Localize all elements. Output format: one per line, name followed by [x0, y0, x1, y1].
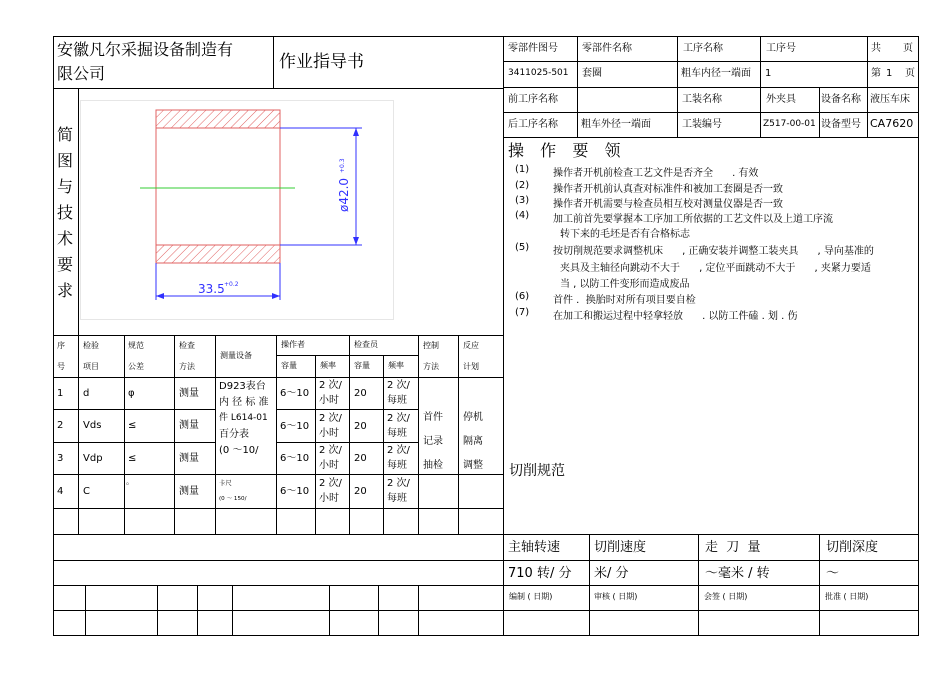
- col-reaction-header: 计划: [463, 362, 479, 371]
- length-tolerance: +0.2: [224, 281, 239, 288]
- row-in-frequency: 2 次/: [387, 413, 410, 424]
- doc-title: 作业指导书: [279, 52, 364, 72]
- page-unit-label: 页: [903, 43, 913, 54]
- row-op-capacity: 6～10: [280, 421, 310, 432]
- side-char: 与: [56, 177, 73, 196]
- signoff-edit: 编制 ( 日期): [509, 592, 553, 601]
- side-char: 求: [56, 281, 73, 300]
- row-item: Vds: [83, 420, 102, 431]
- row-seq: 3: [57, 453, 64, 464]
- op-capacity-header: 容量: [281, 361, 297, 370]
- row-spec: ≤: [128, 420, 137, 431]
- part-no-value: 3411025-501: [508, 68, 569, 78]
- total-pages-label: 共: [871, 43, 881, 54]
- op-frequency-header: 频率: [320, 361, 336, 370]
- divider: [276, 409, 418, 410]
- row-op-frequency: 2 次/: [319, 478, 342, 489]
- row-spec: ≤: [128, 453, 137, 464]
- side-char: 要: [56, 255, 73, 274]
- row-in-frequency: 每班: [387, 428, 407, 439]
- row-op-frequency: 2 次/: [319, 445, 342, 456]
- device-name-value: 液压车床: [870, 94, 910, 105]
- divider: [383, 355, 384, 534]
- device-name-label: 设备名称: [821, 94, 861, 105]
- row-in-capacity: 20: [354, 486, 367, 497]
- signoff-review: 审核 ( 日期): [594, 592, 638, 601]
- row-op-capacity: 6～10: [280, 453, 310, 464]
- row-item: C: [83, 486, 90, 497]
- row-in-capacity: 20: [354, 453, 367, 464]
- divider: [85, 585, 86, 636]
- divider: [53, 508, 503, 509]
- process-no-label: 工序号: [766, 43, 796, 54]
- cut-depth-value: ～: [826, 566, 840, 581]
- item-number: (1): [515, 164, 530, 175]
- col-item-header: 检验: [83, 341, 99, 350]
- row-item: Vdp: [83, 453, 103, 464]
- ext-fixture-label: 外夹具: [766, 94, 796, 105]
- col-operator-header: 操作者: [281, 340, 305, 349]
- equip-no-value: Z517-00-01: [763, 119, 816, 129]
- item-number: (7): [515, 307, 530, 318]
- page-number: 1: [886, 68, 893, 79]
- divider: [378, 585, 379, 636]
- col-control-header: 控制: [423, 341, 439, 350]
- feed-value: ～毫米 / 转: [705, 566, 770, 581]
- divider: [503, 87, 919, 88]
- col-inspector-header: 检查员: [354, 340, 378, 349]
- col-device-header: 测量设备: [220, 351, 252, 360]
- item-text: 转下来的毛坯是否有合格标志: [560, 229, 690, 240]
- row-op-frequency: 小时: [319, 493, 339, 504]
- col-spec-header: 规范: [128, 341, 144, 350]
- device-text-row4: 卡尺: [219, 479, 232, 487]
- row-op-frequency: 2 次/: [319, 380, 342, 391]
- device-model-value: CA7620: [870, 117, 914, 130]
- prev-process-label: 前工序名称: [508, 94, 558, 105]
- divider: [577, 36, 578, 137]
- divider: [458, 335, 459, 534]
- row-method: 测量: [179, 453, 199, 464]
- next-process-label: 后工序名称: [508, 119, 558, 130]
- divider: [174, 335, 175, 534]
- device-text-row4: (0 ～ 150/: [219, 495, 247, 502]
- row-op-frequency: 小时: [319, 460, 339, 471]
- divider: [677, 36, 678, 137]
- row-in-frequency: 每班: [387, 460, 407, 471]
- col-spec-header: 公差: [128, 362, 144, 371]
- process-name-value: 粗车内径一端面: [681, 68, 751, 79]
- diameter-tolerance: +0.3: [339, 158, 346, 173]
- side-label: [55, 122, 75, 304]
- divider: [53, 335, 503, 336]
- device-text: 件 L614-01: [219, 413, 268, 423]
- reaction-plan: 调整: [463, 460, 483, 471]
- row-op-frequency: 小时: [319, 395, 339, 406]
- page-suffix: 页: [905, 68, 915, 79]
- reaction-plan: 停机: [463, 412, 483, 423]
- cutting-speed-label: 切削速度: [594, 540, 647, 555]
- divider: [819, 87, 820, 137]
- item-number: (5): [515, 242, 530, 253]
- item-text: 操作者开机前认真查对标准件和被加工套圈是否一致: [553, 184, 783, 195]
- item-text: 操作者开机前检查工艺文件是否齐全 . 有效: [553, 168, 759, 179]
- equip-no-label: 工装编号: [682, 119, 722, 130]
- divider: [53, 474, 503, 475]
- row-method: 测量: [179, 420, 199, 431]
- control-method: 记录: [423, 436, 443, 447]
- row-in-capacity: 20: [354, 421, 367, 432]
- control-method: 首件: [423, 412, 443, 423]
- divider: [78, 88, 79, 335]
- side-char: 图: [56, 151, 73, 170]
- side-char: 技: [56, 203, 73, 222]
- feed-label: 走 刀 量: [705, 540, 761, 555]
- arrow-down: [353, 237, 359, 245]
- divider: [760, 36, 761, 137]
- item-number: (4): [515, 210, 530, 221]
- divider: [232, 585, 233, 636]
- divider: [276, 442, 418, 443]
- row-seq: 4: [57, 486, 64, 497]
- in-frequency-header: 频率: [388, 361, 404, 370]
- arrow-right: [272, 293, 280, 299]
- row-op-frequency: 小时: [319, 428, 339, 439]
- divider: [867, 36, 868, 87]
- company-name-line1: 安徽凡尔采掘设备制造有: [57, 40, 234, 59]
- divider: [503, 36, 504, 636]
- item-text: 按切削规范要求调整机床 , 正确安装并调整工装夹具 , 导向基准的: [553, 246, 874, 257]
- device-text: (0 ～10/: [219, 445, 259, 456]
- divider: [276, 355, 418, 356]
- spindle-speed-value: 710 转/ 分: [508, 566, 572, 581]
- side-char: 简: [56, 125, 73, 144]
- device-text: 内 径 标 准: [219, 397, 269, 408]
- col-control-header: 方法: [423, 362, 439, 371]
- row-method: 测量: [179, 486, 199, 497]
- row-in-frequency: 2 次/: [387, 380, 410, 391]
- divider: [78, 335, 79, 534]
- essentials-title: 操 作 要 领: [508, 141, 623, 160]
- hatch-top: [156, 110, 280, 128]
- next-process-value: 粗车外径一端面: [581, 119, 651, 130]
- item-text: 夹具及主轴径向跳动不大于 , 定位平面跳动不大于 , 夹紧力要适: [560, 263, 871, 274]
- row-op-capacity: 6～10: [280, 486, 310, 497]
- divider: [53, 560, 919, 561]
- row-in-capacity: 20: [354, 388, 367, 399]
- row-in-frequency: 每班: [387, 493, 407, 504]
- signoff-approve: 批准 ( 日期): [825, 592, 869, 601]
- arrow-left: [156, 293, 164, 299]
- item-text: 在加工和搬运过程中轻拿轻放 . 以防工件磕 . 划 . 伤: [553, 311, 798, 322]
- col-method-header: 检查: [179, 341, 195, 350]
- arrow-up: [353, 128, 359, 136]
- in-capacity-header: 容量: [354, 361, 370, 370]
- side-char: 术: [56, 229, 73, 248]
- divider: [819, 534, 820, 636]
- diameter-dimension: ø42.0: [337, 177, 351, 212]
- row-item: d: [83, 388, 90, 399]
- divider: [589, 534, 590, 636]
- row-in-frequency: 每班: [387, 395, 407, 406]
- row-in-frequency: 2 次/: [387, 445, 410, 456]
- part-name-label: 零部件名称: [582, 43, 632, 54]
- item-text: 首件 . 换胎时对所有项目要自检: [553, 295, 696, 306]
- device-model-label: 设备型号: [821, 119, 861, 130]
- row-op-capacity: 6～10: [280, 388, 310, 399]
- spindle-speed-label: 主轴转速: [508, 540, 561, 555]
- divider: [418, 335, 419, 534]
- cut-depth-label: 切削深度: [826, 540, 879, 555]
- divider: [197, 585, 198, 636]
- row-seq: 2: [57, 420, 64, 431]
- divider: [276, 335, 277, 534]
- device-text: D923表台: [219, 381, 266, 392]
- row-op-frequency: 2 次/: [319, 413, 342, 424]
- divider: [503, 61, 919, 62]
- page-prefix: 第: [871, 68, 881, 79]
- col-seq-header: 序: [57, 341, 65, 350]
- divider: [53, 534, 919, 535]
- item-number: (2): [515, 180, 530, 191]
- length-dimension: 33.5: [198, 282, 225, 296]
- divider: [503, 112, 919, 113]
- part-no-label: 零部件图号: [508, 43, 558, 54]
- row-method: 测量: [179, 388, 199, 399]
- divider: [418, 585, 419, 636]
- item-text: 当 , 以防工件变形而造成废品: [560, 279, 690, 290]
- divider: [315, 355, 316, 534]
- divider: [215, 335, 216, 534]
- control-method: 抽检: [423, 460, 443, 471]
- item-text: 加工前首先要掌握本工序加工所依据的工艺文件以及上道工序流: [553, 214, 833, 225]
- row-seq: 1: [57, 388, 64, 399]
- signoff-countersign: 会签 ( 日期): [704, 592, 748, 601]
- process-no-value: 1: [765, 68, 772, 79]
- divider: [157, 585, 158, 636]
- col-reaction-header: 反应: [463, 341, 479, 350]
- row-in-frequency: 2 次/: [387, 478, 410, 489]
- divider: [503, 137, 919, 138]
- cutting-speed-value: 米/ 分: [594, 566, 629, 581]
- part-name-value: 套圈: [582, 68, 602, 79]
- col-item-header: 项目: [83, 362, 99, 371]
- equip-name-label: 工装名称: [682, 94, 722, 105]
- row-spec: 。: [126, 477, 134, 486]
- hatch-bottom: [156, 245, 280, 263]
- company-name-line2: 限公司: [57, 64, 106, 83]
- divider: [53, 585, 919, 586]
- divider: [329, 585, 330, 636]
- divider: [698, 534, 699, 636]
- divider: [124, 335, 125, 534]
- divider: [273, 36, 274, 88]
- col-method-header: 方法: [179, 362, 195, 371]
- divider: [53, 610, 919, 611]
- device-text: 百分表: [219, 429, 249, 440]
- item-text: 操作者开机需要与检查员相互校对测量仪器是否一致: [553, 199, 783, 210]
- item-number: (6): [515, 291, 530, 302]
- part-drawing: [80, 100, 394, 320]
- process-name-label: 工序名称: [683, 43, 723, 54]
- reaction-plan: 隔离: [463, 436, 483, 447]
- cutting-title: 切削规范: [509, 463, 565, 479]
- row-spec: φ: [128, 388, 135, 399]
- divider: [867, 87, 868, 137]
- item-number: (3): [515, 195, 530, 206]
- col-seq-header: 号: [57, 362, 65, 371]
- divider: [53, 88, 503, 89]
- divider: [349, 335, 350, 534]
- divider: [53, 377, 503, 378]
